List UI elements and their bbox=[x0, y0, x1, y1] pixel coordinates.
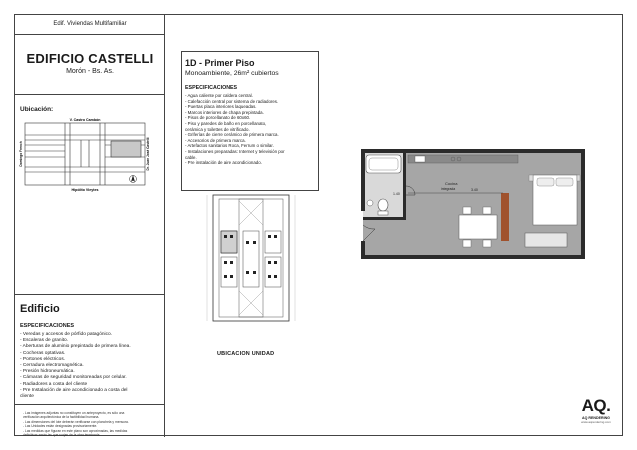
unit-title: 1D - Primer Piso bbox=[185, 58, 255, 68]
building-spec-item: - Veredas y accesos de pórfido patagónico. bbox=[20, 332, 112, 337]
wood-divider bbox=[501, 193, 509, 241]
unit-spec-item: - Griferías de cierre cerámico de primera marca. bbox=[185, 132, 279, 138]
highlighted-unit bbox=[221, 231, 237, 253]
footnote-item: - Las medidas que figuran en este plano son aproximadas, las medidas bbox=[23, 428, 128, 433]
building-spec-item: - Escaleras de granito. bbox=[20, 338, 68, 344]
unit-spec-item: - Agua caliente por caldera central. bbox=[185, 93, 253, 98]
footnotes-cell bbox=[15, 405, 165, 437]
street-left-label: Domingo French bbox=[19, 141, 23, 167]
unit-spec-item: cerámica y toilettes de vitrificado. bbox=[185, 126, 250, 132]
toilet bbox=[378, 199, 388, 211]
building-specs-cell bbox=[15, 295, 165, 405]
project-type: Edif. Viviendas Multifamiliar bbox=[53, 21, 127, 27]
unit-spec-item: - Pre instalación de aire acondicionado. bbox=[185, 160, 262, 166]
building-spec-item: cliente bbox=[20, 394, 34, 400]
unit-specs-list bbox=[185, 93, 317, 166]
project-type-cell bbox=[15, 15, 165, 35]
footnote-item: - Las imágenes adjuntas no constituyen un anteproyecto, es sólo una bbox=[23, 411, 125, 415]
dimension-label-right: 3.40 bbox=[471, 188, 478, 192]
location-map bbox=[15, 95, 165, 295]
building-spec-item: - Aberturas de aluminio prepintado de primera línea. bbox=[20, 344, 131, 350]
north-arrow-icon bbox=[130, 175, 137, 183]
location-cell bbox=[15, 95, 165, 295]
footnotes-list bbox=[23, 411, 158, 437]
building-specs-heading: ESPECIFICACIONES bbox=[20, 323, 75, 329]
unit-spec-item: - Pisos de porcellanato de 60x60. bbox=[185, 115, 251, 121]
unit-spec-item: - Marcos interiores de chapa prepintada. bbox=[185, 109, 264, 115]
building-spec-item: - Cocheras optativas. bbox=[20, 350, 66, 356]
building-spec-item: - Presión hidroneumática. bbox=[20, 369, 75, 375]
unit-spec-item: - Calefacción central por sistema de radiadores. bbox=[185, 98, 279, 104]
unit-spec-item: - Accesorios de primera marca. bbox=[185, 137, 246, 143]
building-spec-item: - Cámaras de seguridad monitoreadas por celular. bbox=[20, 375, 127, 381]
kitchen-sublabel: integrada bbox=[441, 187, 456, 191]
unit-spec-item: - Instalaciones preparadas: Internet y televisión por bbox=[185, 148, 285, 154]
logo-name: AQ RENDERING bbox=[582, 416, 610, 420]
unit-subtitle: Monoambiente, 26m² cubiertos bbox=[185, 70, 279, 77]
unit-spec-item: - Artefactos sanitarios Roca, Ferrum o similar. bbox=[185, 143, 274, 149]
building-specs-list bbox=[20, 332, 160, 400]
project-location: Morón - Bs. As. bbox=[66, 68, 114, 75]
dining-table bbox=[459, 215, 497, 239]
building-spec-item: - Cerradura electromagnética. bbox=[20, 363, 84, 369]
bathtub bbox=[366, 155, 401, 173]
footnote-item: - Las dimensiones del lote deberán verificarse con planchela y mensura. bbox=[23, 419, 129, 424]
footnote-item: definitivas serán las que surjan de la obra terminada. bbox=[23, 433, 101, 438]
building-plan-label: UBICACION UNIDAD bbox=[217, 351, 275, 357]
bathroom-sink bbox=[367, 200, 373, 206]
building-spec-item: - Portones eléctricos. bbox=[20, 356, 66, 362]
sofa bbox=[525, 233, 567, 247]
logo-mark: AQ. bbox=[581, 396, 611, 415]
street-bottom-label: Hipólito Vieytes bbox=[71, 188, 99, 192]
aq-logo bbox=[571, 397, 621, 424]
building-spec-item: - Radiadores a costa del cliente bbox=[20, 381, 88, 387]
title-block bbox=[15, 15, 165, 437]
dimension-label-left: 1.40 bbox=[393, 192, 400, 196]
unit-spec-item: cable. bbox=[185, 154, 197, 160]
logo-url: www.aqrendering.com bbox=[581, 420, 611, 424]
unit-floor-plan bbox=[353, 145, 589, 265]
footnote-item: verificación arquitectónica de la factibilidad humana. bbox=[23, 415, 100, 420]
street-right-label: Dr. Juan José Castelli bbox=[146, 137, 150, 171]
unit-spec-item: - Piso y paredes de baño en porcellanato, bbox=[185, 120, 267, 126]
building-floor-plan bbox=[199, 191, 299, 331]
project-title: EDIFICIO CASTELLI bbox=[26, 51, 154, 66]
building-spec-item: - Pre Instalación de aire acondicionado a costa del bbox=[20, 387, 128, 393]
unit-specs-heading: ESPECIFICACIONES bbox=[185, 85, 238, 91]
street-top-label: V. Castro Cambón bbox=[69, 118, 101, 122]
location-label: Ubicación: bbox=[20, 106, 54, 113]
building-title: Edificio bbox=[20, 303, 60, 315]
unit-specs-box bbox=[181, 51, 319, 191]
site-parcel bbox=[111, 141, 141, 157]
kitchen-label: Cocina bbox=[445, 181, 458, 186]
drawing-sheet bbox=[14, 14, 623, 436]
unit-spec-item: - Puertas placa interiores laqueadas. bbox=[185, 104, 257, 110]
project-title-cell bbox=[15, 35, 165, 95]
footnote-item: - Las Unidades están designadas provisoriamente. bbox=[23, 424, 98, 429]
